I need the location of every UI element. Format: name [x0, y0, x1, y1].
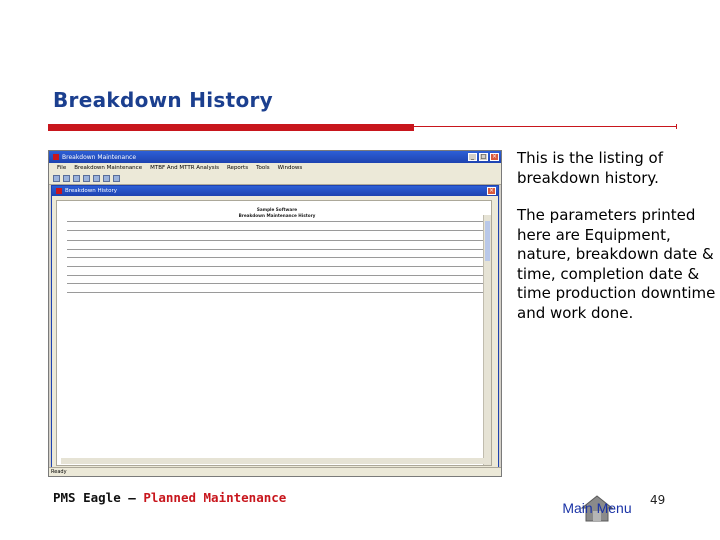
title-rule-thin [414, 126, 676, 127]
vertical-scrollbar[interactable] [483, 215, 491, 465]
report-divider [67, 275, 487, 276]
menu-item-file[interactable]: File [57, 165, 67, 171]
report-divider [67, 292, 487, 293]
report-row [67, 232, 487, 238]
report-divider [67, 249, 487, 250]
close-icon[interactable]: × [491, 153, 498, 160]
footer-subtitle: Planned Maintenance [143, 490, 287, 505]
report-spacer [67, 224, 487, 228]
report-spacer [67, 269, 487, 273]
toolbar-icon[interactable] [93, 175, 100, 182]
menu-item-tools[interactable]: Tools [256, 165, 270, 171]
app-window-title: Breakdown Maintenance [62, 153, 137, 161]
report-company: Sample Software [256, 207, 298, 212]
toolbar-icon[interactable] [103, 175, 110, 182]
menu-item-reports[interactable]: Reports [226, 165, 249, 171]
main-menu-label: Main Menu [562, 500, 632, 516]
page-number: 49 [650, 493, 666, 507]
app-toolbar [49, 173, 501, 185]
app-screenshot [48, 150, 502, 477]
title-rule-end [676, 124, 677, 129]
report-close-icon[interactable]: × [488, 187, 495, 194]
report-window [51, 185, 499, 470]
menu-item-windows[interactable]: Windows [277, 165, 303, 171]
report-divider [67, 283, 487, 284]
report-divider [67, 266, 487, 267]
main-menu-button[interactable] [553, 494, 641, 524]
toolbar-icon[interactable] [83, 175, 90, 182]
app-titlebar [49, 151, 501, 163]
footer-branding [53, 490, 286, 505]
report-spacer [67, 243, 487, 247]
toolbar-icon[interactable] [53, 175, 60, 182]
report-divider [67, 240, 487, 241]
body-paragraph-2: The parameters printed here are Equipment, nature, breakdown date & time, completion date & time production downtime and work done. [517, 206, 716, 322]
toolbar-icon[interactable] [73, 175, 80, 182]
report-content [67, 207, 487, 294]
report-spacer [67, 251, 487, 255]
footer-product: PMS Eagle [53, 490, 121, 505]
report-divider [67, 230, 487, 231]
report-preview [56, 200, 492, 466]
footer-separator: – [120, 490, 144, 505]
toolbar-icon[interactable] [63, 175, 70, 182]
menu-item-analysis[interactable]: MTBF And MTTR Analysis [150, 165, 219, 171]
report-divider [67, 257, 487, 258]
report-divider [67, 221, 487, 222]
report-title: Breakdown Maintenance History [238, 213, 316, 218]
status-bar: Ready [49, 467, 502, 476]
slide-title: Breakdown History [53, 88, 274, 112]
title-rule-thick [48, 124, 414, 131]
toolbar-icon[interactable] [113, 175, 120, 182]
maximize-icon[interactable]: □ [480, 153, 487, 160]
report-spacer [67, 277, 487, 281]
report-spacer [67, 286, 487, 290]
report-spacer [67, 260, 487, 264]
report-window-icon [56, 188, 62, 194]
report-window-title: Breakdown History [65, 188, 118, 194]
body-paragraph-1: This is the listing of breakdown history. [517, 149, 664, 187]
scrollbar-thumb[interactable] [485, 221, 490, 261]
app-icon [53, 154, 59, 160]
report-titlebar [52, 186, 498, 196]
menu-item-breakdown[interactable]: Breakdown Maintenance [74, 165, 143, 171]
app-menubar [49, 163, 501, 173]
horizontal-scrollbar[interactable] [61, 458, 489, 464]
minimize-icon[interactable]: _ [468, 153, 477, 161]
